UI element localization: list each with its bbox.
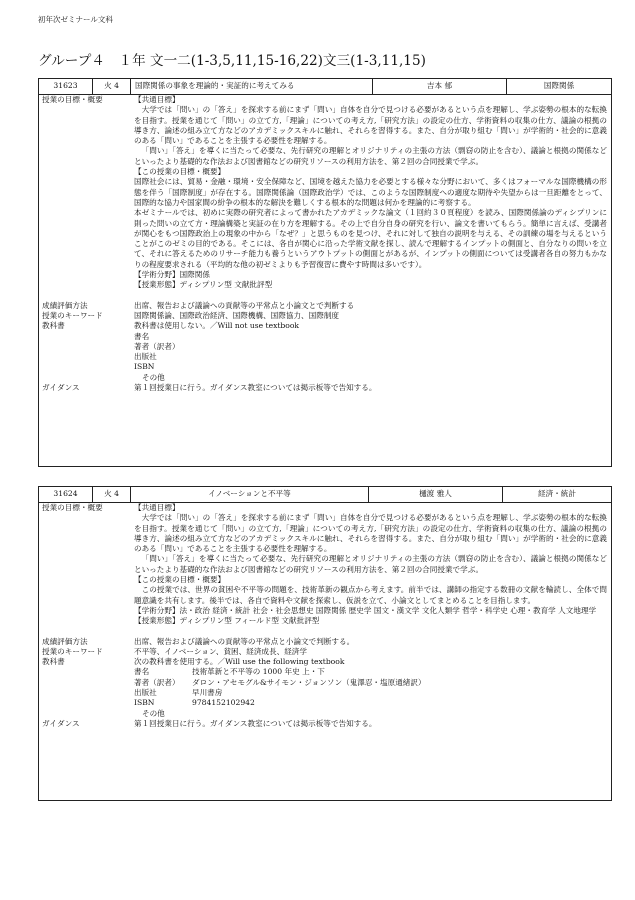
field-value: 早川書房 (192, 688, 223, 698)
textbook-field (134, 688, 607, 698)
course-title: 国際関係の事象を理論的・実証的に考えてみる (131, 79, 373, 94)
paragraph: 本ゼミナールでは、初めに実際の研究者によって書かれたアカデミックな論文（１回約３０頁程度）を読み、国際関係論のディシプリンに則った問いの立て方・理論構築と実証の在り方を理解する。その上で自分自身の研究を行い、論文を書いてもらう。簡単に言えば、受講者が関心をもつ国際政治上の現象の中から「なぜ？」と思うものを見つけ、それに対して独自の説明を与える、その訓練の場を与えるということがこのゼミの目的である。そこには、各自が関心に沿った学術文献を探し、読んで理解するインプットの側面と、自分なりの問いを立て、それに答えるためのリサーチ能力も養うというアウトプットの側面とがあるが、インプットの側面については受講者各自の努力もかなりの程度要求される（平均的な他の初ゼミよりも予習復習に費やす時間は多いです）。 (134, 208, 607, 269)
evaluation-text: 出席、報告および議論への貢献等の平常点と小論文で判断する。 (134, 636, 355, 646)
keywords-row (39, 647, 611, 657)
guidance-row (39, 719, 611, 729)
section-heading: 【共通目標】 (134, 95, 180, 104)
paragraph: この授業では、世界の貧困や不平等の問題を、技術革新の観点から考えます。前半では、講師の指定する数冊の文献を輪読し、全体で問題意識を共有します。後半では、各自で資料や文献を探索し、仮説を立て、小論文としてまとめることを目指します。 (134, 585, 607, 605)
textbook-field (134, 698, 607, 708)
keywords-text: 不平等、イノベーション、貧困、経済成長、経済学 (134, 646, 307, 656)
keywords-text: 国際関係論、国際政治経済、国際機構、国際協力、国際制度 (134, 310, 340, 320)
textbook-info (134, 657, 611, 719)
field-key: 書名 (134, 331, 150, 341)
textbook-field (134, 332, 607, 342)
evaluation-row (39, 637, 611, 647)
course-header (39, 487, 611, 503)
field-key: 著者（訳者） (134, 677, 180, 687)
course-teacher: 樋渡 雅人 (369, 487, 503, 502)
course-header (39, 79, 611, 95)
header-note: 初年次ゼミナール文科 (38, 15, 113, 24)
guidance-label: ガイダンス (42, 718, 80, 728)
field-value: 9784152102942 (192, 698, 255, 708)
course-number: 31623 (39, 79, 93, 94)
field-value (192, 352, 607, 362)
objective-label: 授業の目標・概要 (42, 95, 103, 104)
evaluation-label: 成績評価方法 (42, 636, 88, 646)
academic-field: 【学術分野】国際関係 (134, 270, 210, 280)
field-key: その他 (142, 372, 165, 382)
class-format: 【授業形態】ディシプリン型 フィールド型 文献批評型 (134, 616, 320, 626)
paragraph: 国際社会には、貿易・金融・環境・安全保障など、国境を越えた協力を必要とする様々な分野において、多くはフォーマルな国際機構の形態を伴う「国際制度」が存在する。国際関係論（国際政治学）では、このような国際制度への適度な期待や失望からは一旦距離をとって、国際的な協力や国家間の紛争の根本的な解決を難しくする根本的な問題は何かを理論的に考察する。 (134, 177, 607, 207)
field-value: 技術革新と不平等の 1000 年史 上・下 (192, 667, 325, 677)
textbook-intro: 教科書は使用しない。／Will not use textbook (134, 321, 300, 331)
textbook-field (134, 373, 607, 383)
field-value: ダロン・アセモグル&サイモン・ジョンソン（鬼澤忍・塩原通緒訳） (192, 677, 426, 687)
evaluation-row (39, 301, 611, 311)
guidance-label: ガイダンス (42, 383, 80, 393)
evaluation-label: 成績評価方法 (42, 300, 88, 310)
field-key: 書名 (134, 667, 150, 677)
textbook-row (39, 321, 611, 383)
objective-label: 授業の目標・概要 (42, 503, 103, 512)
field-key: 著者（訳者） (134, 341, 180, 351)
paragraph: 大学では「問い」の「答え」を探求する前にまず「問い」自体を自分で見つける必要があるという点を理解し、学ぶ姿勢の根本的な転換を目指す。授業を通じて「問い」の立て方,「理論」についての考え方,「研究方法」の設定の仕方、学術資料の収集の仕方、議論の根拠の導き方、論述の組み立て方などのアカデミックスキルに触れ、それらを習得する。また、自分が取り組む「問い」が学術的・社会的に意義のある「問い」であることを主張する必要性を理解する。 (134, 513, 607, 554)
section-heading: 【共通目標】 (134, 503, 180, 512)
field-value (192, 342, 607, 352)
textbook-field (134, 667, 607, 677)
textbook-info (134, 321, 611, 383)
textbook-row (39, 657, 611, 719)
textbook-field (134, 709, 607, 719)
field-key: 出版社 (134, 352, 157, 362)
field-value (200, 709, 607, 719)
guidance-text: 第１回授業日に行う。ガイダンス教室については掲示板等で告知する。 (134, 718, 377, 728)
course-teacher: 吉本 郁 (373, 79, 507, 94)
group-title: グループ４ １年 文一二(1-3,5,11,15-16,22)文三(1-3,11,15) (38, 53, 426, 69)
textbook-field (134, 362, 607, 372)
course-title: イノベーションと不平等 (131, 487, 369, 502)
textbook-field (134, 678, 607, 688)
textbook-label: 教科書 (42, 657, 65, 667)
textbook-field (134, 352, 607, 362)
paragraph: 「問い」「答え」を導くに当たって必要な、先行研究の理解とオリジナリティの主張の方法（剽窃の防止を含む）、議論と根拠の関係などといったより基礎的な作法および図書館などの研究リソースの利用方法を、第２回の合同授業で学ぶ。 (134, 554, 607, 574)
course-number: 31624 (39, 487, 93, 502)
evaluation-text: 出席、報告および議論への貢献等の平常点と小論文とで判断する (134, 300, 355, 310)
course-field: 国際関係 (543, 81, 575, 91)
field-key: ISBN (134, 698, 155, 708)
keywords-label: 授業のキーワード (42, 310, 103, 320)
guidance-row (39, 383, 611, 393)
field-value (200, 373, 607, 383)
objective-text (134, 503, 611, 627)
objective-row (39, 95, 611, 291)
keywords-row (39, 311, 611, 321)
objective-row (39, 503, 611, 627)
guidance-text: 第１回授業日に行う。ガイダンス教室については掲示板等で告知する。 (134, 383, 377, 393)
course-block (38, 78, 612, 467)
field-key: その他 (142, 708, 165, 718)
academic-field: 【学術分野】法・政治 経済・統計 社会・社会思想史 国際関係 歴史学 国文・漢文学 文化人類学 哲学・科学史 心理・教育学 人文地理学 (134, 605, 597, 615)
textbook-field (134, 342, 607, 352)
field-key: 出版社 (134, 688, 157, 698)
course-day: 火 4 (93, 487, 131, 502)
field-value (192, 362, 607, 372)
section-heading: 【この授業の目標・概要】 (134, 167, 226, 177)
textbook-intro: 次の教科書を使用する。／Will use the following textbook (134, 657, 345, 667)
field-value (192, 332, 607, 342)
paragraph: 大学では「問い」の「答え」を探求する前にまず「問い」自体を自分で見つける必要があるという点を理解し、学ぶ姿勢の根本的な転換を目指す。授業を通じて「問い」の立て方,「理論」についての考え方,「研究方法」の設定の仕方、学術資料の収集の仕方、議論の根拠の導き方、論述の組み立て方などのアカデミックスキルに触れ、それらを習得する。また、自分が取り組む「問い」が学術的・社会的に意義のある「問い」であることを主張する必要性を理解する。 (134, 105, 607, 146)
field-key: ISBN (134, 362, 155, 372)
textbook-label: 教科書 (42, 321, 65, 331)
section-heading: 【この授業の目標・概要】 (134, 575, 226, 585)
course-field: 経済・統計 (538, 489, 576, 499)
course-day: 火 4 (93, 79, 131, 94)
keywords-label: 授業のキーワード (42, 646, 103, 656)
paragraph: 「問い」「答え」を導くに当たって必要な、先行研究の理解とオリジナリティの主張の方法（剽窃の防止を含む）、議論と根拠の関係などといったより基礎的な作法および図書館などの研究リソースの利用方法を、第２回の合同授業で学ぶ。 (134, 146, 607, 166)
objective-text (134, 95, 611, 291)
class-format: 【授業形態】ディシプリン型 文献批評型 (134, 280, 273, 290)
course-block (38, 486, 612, 801)
